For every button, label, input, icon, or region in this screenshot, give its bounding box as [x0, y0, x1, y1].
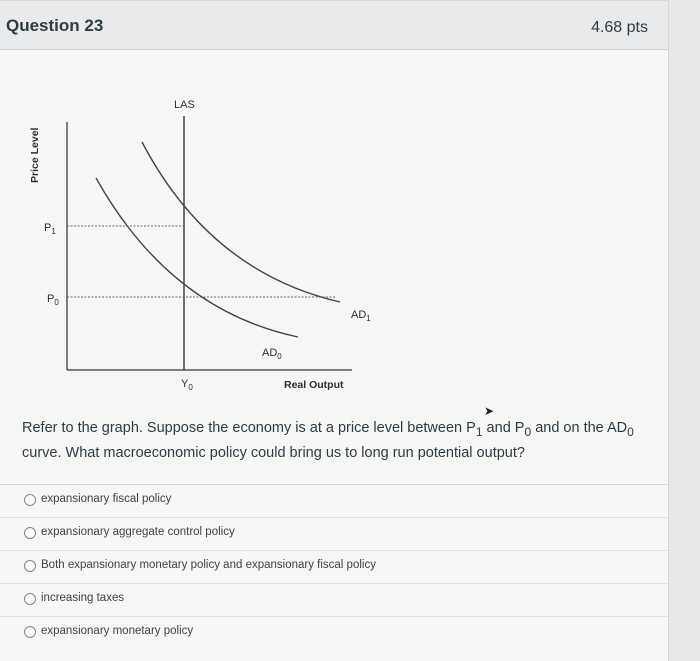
answer-label: Both expansionary monetary policy and expansionary fiscal policy [41, 559, 376, 571]
ad0-label: $AD_0$ [262, 347, 282, 361]
p0-label: $P_0$ [47, 293, 59, 307]
radio-button[interactable] [24, 593, 36, 605]
answer-label: expansionary fiscal policy [41, 493, 172, 505]
radio-button[interactable] [24, 494, 36, 506]
answer-list [0, 484, 668, 649]
question-points: 4.68 pts [591, 19, 648, 36]
y-axis-label: Price Level [29, 127, 41, 183]
answer-option[interactable] [0, 583, 668, 616]
answer-option[interactable] [0, 550, 668, 583]
x-axis-label: Real Output [284, 379, 344, 391]
answer-option[interactable] [0, 484, 668, 517]
answer-label: expansionary aggregate control policy [41, 526, 235, 538]
radio-button[interactable] [24, 560, 36, 572]
ad1-curve [142, 142, 340, 302]
answer-option[interactable] [0, 616, 668, 649]
radio-button[interactable] [24, 626, 36, 638]
y0-label: $Y_0$ [181, 378, 193, 392]
las-label: LAS [174, 99, 195, 111]
radio-button[interactable] [24, 527, 36, 539]
answer-option[interactable] [0, 517, 668, 550]
mouse-cursor-icon: ➤ [484, 404, 495, 418]
question-title: Question 23 [6, 16, 104, 35]
ad0-curve [96, 178, 298, 337]
ad1-label: $AD_1$ [351, 309, 371, 323]
p1-label: $P_1$ [44, 222, 56, 236]
answer-label: expansionary monetary policy [41, 625, 194, 637]
answer-label: increasing taxes [41, 592, 125, 604]
question-text: Refer to the graph. Suppose the economy is at a price level between $P_1$ and $P_0$ and on the $AD_0$ curve. What macroeconomic policy could bring us to long run potential output? [22, 420, 634, 461]
